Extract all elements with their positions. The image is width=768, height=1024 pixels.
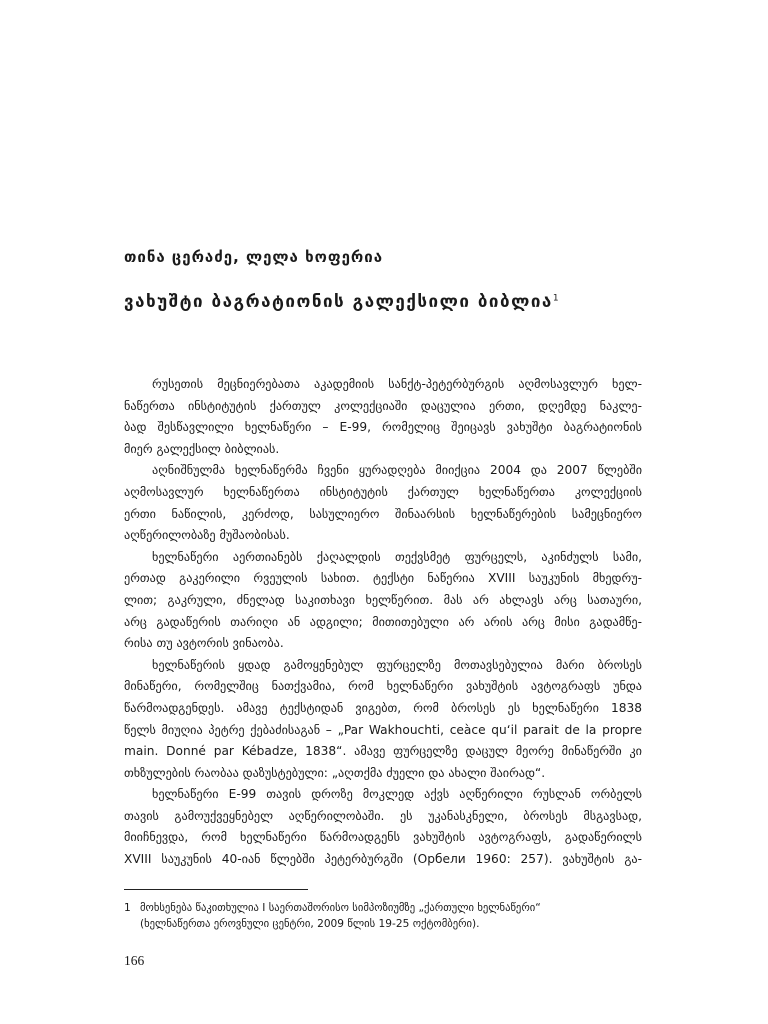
body-line: XVIII საუკუნის 40-იან წლებში პეტერბურგში (Орбели 1960: 257). ვახუშტის გა- xyxy=(124,852,642,867)
paragraph-5 xyxy=(124,784,642,870)
body-line: ერთად გაკერილი რვეულის სახით. ტექსტი ნაწერია XVIII საუკუნის მხედრუ- xyxy=(124,571,642,586)
body-line: წელს მიუღია პეტრე ქებაძისაგან – „Par Wakhouchti, ceàce qu‘il parait de la propre xyxy=(124,722,642,737)
body-line: თავის გამოუქვეყნებელ აღწერილობაში. ეს უკანასკნელი, ბროსეს მსგავსად, xyxy=(124,808,642,823)
footnote-divider xyxy=(124,889,308,890)
footnote-number: 1 xyxy=(124,902,131,914)
footnote-reference: 1 xyxy=(552,293,559,304)
body-line: ლით; გაკრული, ძნელად საკითხავი ხელწერით. მას არ ახლავს არც სათაური, xyxy=(124,592,642,607)
page-number: 166 xyxy=(124,953,145,968)
footnote xyxy=(124,900,642,932)
body-line: ხელნაწერი აერთიანებს ქაღალდის თექვსმეტ ფურცელს, აკინძულს სამი, xyxy=(152,549,642,564)
body-line: აღმოსავლურ ხელნაწერთა ინსტიტუტის ქართულ ხელნაწერთა კოლექციის xyxy=(124,484,642,499)
article-body xyxy=(124,374,642,871)
body-line: მინაწერი, რომელშიც ნათქვამია, რომ ხელნაწერი ვახუშტის ავტოგრაფს უნდა xyxy=(124,679,642,694)
body-line: ხელნაწერის ყდად გამოყენებულ ფურცელზე მოთავსებულია მარი ბროსეს xyxy=(152,657,642,672)
body-line: ნაწერთა ინსტიტუტის ქართულ კოლექციაში დაცულია ერთი, დღემდე ნაკლე- xyxy=(124,398,642,413)
body-line: მიერ გალექსილ ბიბლიას. xyxy=(124,441,280,456)
body-line: ერთი ნაწილის, კერძოდ, სასულიერო შინაარსის ხელნაწერების სამეცნიერო xyxy=(124,506,642,521)
body-line: წარმოადგენდეს. ამავე ტექსტიდან ვიგებთ, რომ ბროსეს ეს ხელნაწერი 1838 xyxy=(124,700,642,715)
footnote-line: (ხელნაწერთა ეროვნული ცენტრი, 2009 წლის 19-25 ოქტომბერი). xyxy=(140,918,480,930)
article-title xyxy=(124,292,559,312)
body-line: რუსეთის მეცნიერებათა აკადემიის სანქტ-პეტერბურგის აღმოსავლურ ხელ- xyxy=(152,377,642,391)
body-line: აღნიშნულმა ხელნაწერმა ჩვენი ყურადღება მიიქცია 2004 და 2007 წლებში xyxy=(152,463,642,478)
footnote-text: მოხსენება წაკითხულია I საერთაშორისო სიმპოზიუმზე „ქართული ხელნაწერი“ xyxy=(140,902,541,914)
footnote-line xyxy=(124,900,642,916)
article-title-text: ვახუშტი ბაგრატიონის გალექსილი ბიბლია xyxy=(124,292,553,312)
article-authors: თინა ცერაძე, ლელა ხოფერია xyxy=(124,248,384,266)
paragraph-2 xyxy=(124,460,642,546)
paragraph-4 xyxy=(124,655,642,785)
paragraph-1 xyxy=(124,374,642,460)
body-line: ბად შესწავლილი ხელნაწერი – E-99, რომელიც შეიცავს ვახუშტი ბაგრატიონის xyxy=(124,420,642,435)
body-line: არც გადაწერის თარიღი ან ადგილი; მითითებული არ არის არც მისი გადამწე- xyxy=(124,614,642,629)
body-line: ხელნაწერი E-99 თავის დროზე მოკლედ აქვს აღწერილი რუსლან ორბელს xyxy=(152,787,642,802)
body-line: აღწერილობაზე მუშაობისას. xyxy=(124,528,290,543)
paragraph-3 xyxy=(124,547,642,655)
body-line: main. Donné par Kébadze, 1838“. ამავე ფურცელზე დაცულ მეორე მინაწერში კი xyxy=(124,744,642,759)
body-line: თხზულების რაობაა დაზუსტებული: „აღთქმა ძუელი და ახალი შაირად“. xyxy=(124,765,546,780)
body-line: მიიჩნევდა, რომ ხელნაწერი წარმოადგენს ვახუშტის ავტოგრაფს, გადაწერილს xyxy=(124,830,642,845)
body-line: რისა თუ ავტორის ვინაობა. xyxy=(124,636,284,651)
